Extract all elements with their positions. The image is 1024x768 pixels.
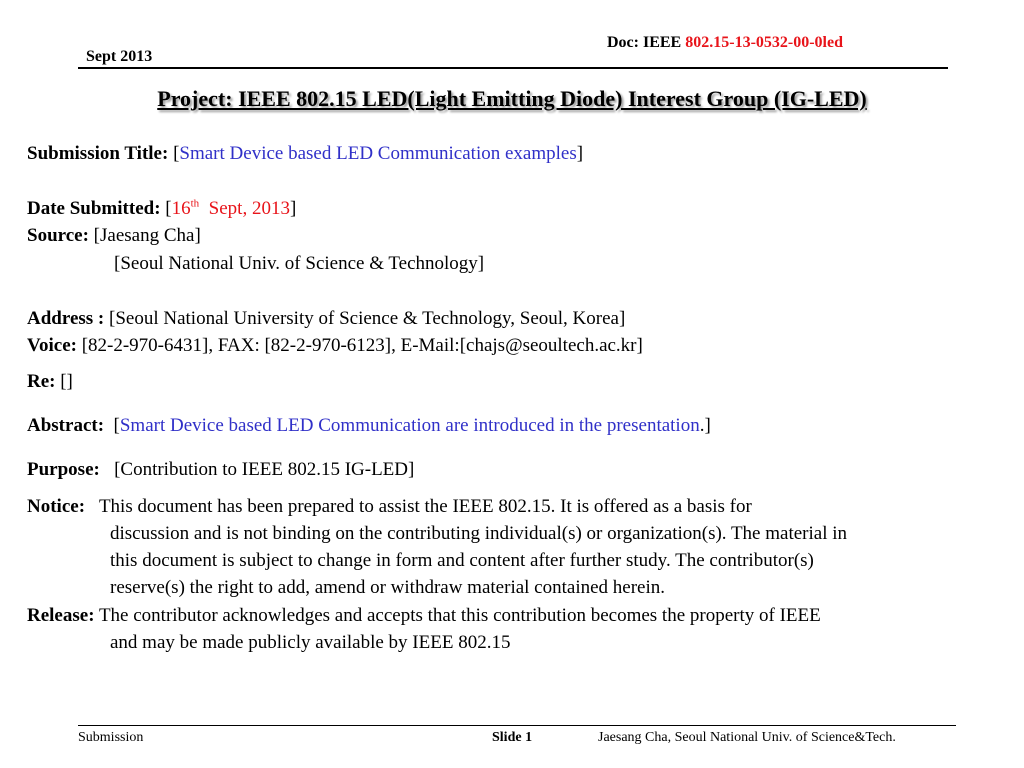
date-submitted-value — [172, 198, 290, 219]
purpose-label: Purpose: — [27, 459, 100, 480]
project-title-text: Project: IEEE 802.15 LED(Light Emitting Diode) Interest Group (IG-LED) — [157, 86, 867, 111]
date-submitted-line: Date Submitted: [16th Sept, 2013] — [27, 197, 297, 219]
footer-slide-number: Slide 1 — [492, 730, 533, 745]
notice-line-4: reserve(s) the right to add, amend or withdraw material contained herein. — [110, 577, 666, 598]
submission-title-line: Submission Title: [Smart Device based LED Communication examples] — [27, 143, 584, 164]
header-rule — [78, 67, 948, 69]
notice-label: Notice: — [27, 496, 86, 517]
source-line — [27, 225, 201, 247]
release-line-1: The contributor acknowledges and accepts that this contribution becomes the property of IEEE — [98, 605, 821, 626]
re-label: Re: — [27, 371, 56, 392]
purpose-value: [Contribution to IEEE 802.15 IG-LED] — [114, 459, 415, 480]
date-suffix: th — [190, 197, 200, 210]
abstract-value: Smart Device based LED Communication are introduced in the presentation — [119, 415, 700, 436]
re-line — [27, 371, 73, 393]
header-date: Sept 2013 — [86, 48, 153, 65]
source-name: [Jaesang Cha] — [93, 225, 201, 246]
voice-line — [27, 335, 643, 357]
footer-author: Jaesang Cha, Seoul National Univ. of Science&Tech. — [598, 730, 896, 745]
footer-submission: Submission — [78, 730, 144, 745]
submission-title-label: Submission Title: — [27, 143, 169, 164]
doc-id — [607, 34, 843, 52]
release-label: Release: — [27, 605, 95, 626]
notice-line-1: This document has been prepared to assist the IEEE 802.15. It is offered as a basis for — [98, 496, 752, 517]
submission-title-value: Smart Device based LED Communication examples — [179, 143, 577, 164]
project-title — [0, 86, 1024, 112]
date-submitted-label: Date Submitted: — [27, 198, 161, 219]
footer-rule — [78, 725, 956, 726]
notice-line-2: discussion and is not binding on the contributing individual(s) or organization(s). The material in — [110, 523, 848, 544]
voice-label: Voice: — [27, 335, 77, 356]
address-line — [27, 308, 625, 330]
source-label: Source: — [27, 225, 89, 246]
abstract-line: Abstract: [Smart Device based LED Communication are introduced in the presentation.] — [27, 415, 711, 436]
release-line-2: and may be made publicly available by IEEE 802.15 — [110, 632, 511, 653]
notice-block — [27, 493, 1002, 601]
address-value: [Seoul National University of Science & Technology, Seoul, Korea] — [109, 308, 626, 329]
release-block — [27, 602, 1002, 656]
doc-label: Doc: IEEE — [607, 34, 682, 51]
notice-line-3: this document is subject to change in form and content after further study. The contributor(s) — [110, 550, 814, 571]
doc-number: 802.15-13-0532-00-0led — [685, 34, 843, 51]
source-affiliation: [Seoul National Univ. of Science & Technology] — [114, 253, 485, 274]
voice-value: [82-2-970-6431], FAX: [82-2-970-6123], E-Mail:[chajs@seoultech.ac.kr] — [81, 335, 643, 356]
date-day: 16 — [171, 198, 191, 219]
re-value: [] — [60, 371, 73, 392]
date-rest: Sept, 2013 — [208, 198, 290, 219]
address-label: Address : — [27, 308, 105, 329]
purpose-line — [27, 459, 414, 481]
abstract-label: Abstract: — [27, 415, 105, 436]
